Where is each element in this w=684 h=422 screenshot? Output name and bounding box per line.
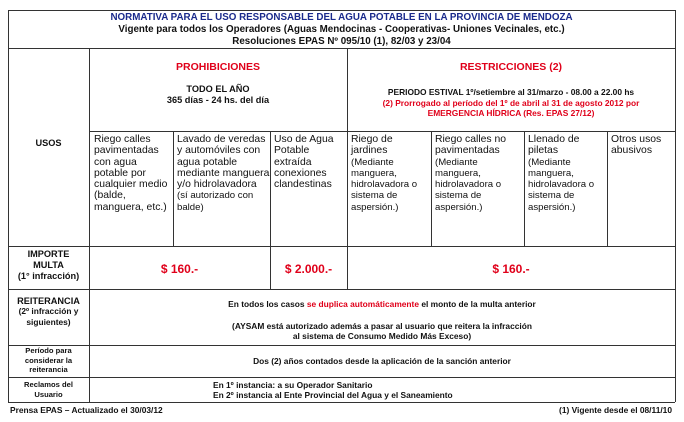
amount-restricciones: $ 160.- [492,262,530,276]
reclamos-instances: En 1º instancia: a su Operador Sanitario En 2º instancia al Ente Provincial del Agua y el Saneamiento [213,380,453,401]
use-cell-lavado-veredas: Lavado de veredas y automóviles con agua potable mediante manguera y/o hidrolavadora (sí autorizado con balde) [177,134,270,213]
restricciones-title: RESTRICCIONES (2) [459,61,563,73]
reiterancia-label: REITERANCIA (2º infracción y siguientes) [17,296,80,327]
prohibiciones-period-line1: TODO EL AÑO [186,84,250,94]
document-title: NORMATIVA PARA EL USO RESPONSABLE DEL AGUA POTABLE EN LA PROVINCIA DE MENDOZA [110,12,573,23]
amount-prohibiciones: $ 160.- [160,262,199,276]
resolutions-line: Resoluciones EPAS Nº 095/10 (1), 82/03 y 23/04 [232,36,451,47]
reiterancia-note: (AYSAM está autorizado además a pasar al usuario que reitera la infracción al sistema de Consumo Medido Más Exceso) [232,321,532,342]
periodo-label: Período para considerar la reiterancia [24,346,73,375]
footer-updated: Prensa EPAS – Actualizado el 30/03/12 [10,405,163,415]
importe-label: IMPORTE MULTA (1° infracción) [17,249,80,281]
periodo-text: Dos (2) años contados desde la aplicación de la sanción anterior [253,356,511,366]
amount-clandestinas: $ 2.000.- [284,262,333,276]
prohibiciones-period-line2: 365 días - 24 hs. del día [166,95,270,105]
document-subtitle: Vigente para todos los Operadores (Aguas Mendocinas - Cooperativas- Uniones Vecinales, etc.) [118,24,565,35]
use-cell-conexiones-clandestinas: Uso de Agua Potable extraída conexiones clandestinas [274,134,334,191]
use-cell-riego-calles-no-pavimentadas: Riego calles no pavimentadas (Mediante manguera, hidrolavadora o sistema de aspersión.) [435,134,507,213]
reiterancia-rule: En todos los casos se duplica automáticamente el monto de la multa anterior [228,299,536,309]
usos-label: USOS [35,138,62,148]
prohibiciones-title: PROHIBICIONES [175,61,260,73]
use-cell-riego-calles-pavimentadas: Riego calles pavimentadas con agua potable por cualquier medio (balde, manguera, etc.) [94,134,168,213]
restricciones-extension-line1: (2) Prorrogado al período del 1º de abril al 31 de agosto 2012 por [382,98,640,108]
use-cell-riego-jardines: Riego de jardines (Mediante manguera, hidrolavadora o sistema de aspersión.) [351,134,418,213]
reclamos-label: Reclamos del Usuario [24,380,73,399]
use-cell-otros-usos: Otros usos abusivos [611,134,662,157]
restricciones-period-line1: PERIODO ESTIVAL 1º/setiembre al 31/marzo - 08.00 a 22.00 hs [387,87,635,97]
footer-validity-note: (1) Vigente desde el 08/11/10 [559,405,672,415]
use-cell-llenado-piletas: Llenado de piletas (Mediante manguera, hidrolavadora o sistema de aspersión.) [528,134,595,213]
restricciones-extension-line2: EMERGENCIA HÍDRICA (Res. EPAS 27/12) [427,108,595,118]
